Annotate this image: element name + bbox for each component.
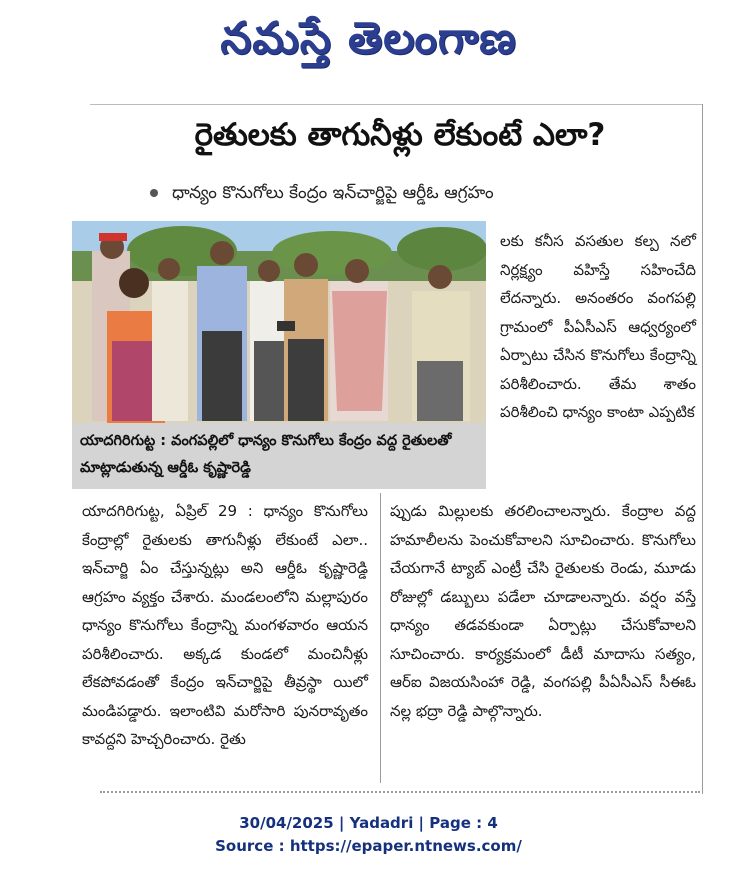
article-column-left: యాదగిరిగుట్ట, ఏప్రిల్ 29 : ధాన్యం కొనుగోలు కేంద్రాల్లో రైతులకు తాగునీళ్లు లేకుంటే ఎలా.. ఇన్‌చార్జి ఏం చేస్తున్నట్లు అని ఆర్డీఓ కృష్ణారెడ్డి ఆగ్రహం వ్యక్తం చేశారు. మండలంలోని మల్లాపురం ధాన్యం కొనుగోలు కేంద్రాన్ని మంగళవారం ఆయన పరిశీలించారు. అక్కడ కుండలో మంచినీళ్లు లేకపోవడంతో కేంద్రం ఇన్‌చార్జిపై తీవ్రస్థా యిలో మండిపడ్డారు. ఇలాంటివి మరోసారి పునరావృతం కావద్దని హెచ్చరించారు. రైతు bbox=[82, 502, 368, 748]
article-headline: రైతులకు తాగునీళ్లు లేకుంటే ఎలా? bbox=[194, 117, 606, 153]
newspaper-logo: నమస్తే తెలంగాణ bbox=[220, 13, 517, 64]
article-column-right-bottom: ప్పుడు మిల్లులకు తరలించాలన్నారు. కేంద్రాల వద్ద హమాలీలను పెంచుకోవాలని సూచించారు. కొనుగోలు చేయగానే ట్యాబ్ ఎంట్రీ చేసి రైతులకు రెండు, మూడు రోజుల్లో డబ్బులు పడేలా చూడాలన్నారు. వర్షం వస్తే ధాన్యం తడవకుండా ఏర్పాట్లు చేసుకోవాలని సూచించారు. కార్యక్రమంలో డీటీ మాదాసు సత్యం, ఆర్ఐ విజయసింహా రెడ్డి, వంగపల్లి పీఏసీఎస్ సీఈఓ నల్ల భద్రా రెడ్డి పాల్గొన్నారు. bbox=[390, 502, 696, 720]
top-rule bbox=[90, 104, 703, 105]
photo-illustration bbox=[72, 221, 486, 423]
right-margin-rule bbox=[702, 104, 703, 794]
column-divider bbox=[380, 493, 381, 783]
footer-source: Source : https://epaper.ntnews.com/ bbox=[215, 837, 522, 855]
page-footer bbox=[0, 812, 737, 858]
news-photo bbox=[72, 221, 486, 423]
article-subhead bbox=[150, 180, 670, 206]
masthead bbox=[0, 0, 737, 88]
article-column-right-top: లకు కనీస వసతుల కల్ప నలో నిర్లక్ష్యం వహిస్తే సహించేది లేదన్నారు. అనంతరం వంగపల్లి గ్రామంలో పీఏసీఎస్ ఆధ్వర్యంలో ఏర్పాటు చేసిన కొనుగోలు కేంద్రాన్ని పరిశీలించారు. తేమ శాతం పరిశీలించి ధాన్యం కాంటా ఎప్పటిక bbox=[500, 232, 696, 421]
photo-caption: యాదగిరిగుట్ట : వంగపల్లిలో ధాన్యం కొనుగోలు కేంద్రం వద్ద రైతులతో మాట్లాడుతున్న ఆర్డీఓ కృష్ణారెడ్డి bbox=[72, 423, 486, 489]
footer-date-page: 30/04/2025 | Yadadri | Page : 4 bbox=[239, 814, 498, 832]
bullet-icon bbox=[150, 189, 158, 197]
clipping-cut-line bbox=[100, 791, 700, 797]
subhead-text: ధాన్యం కొనుగోలు కేంద్రం ఇన్‌చార్జిపై ఆర్డీఓ ఆగ్రహం bbox=[172, 183, 494, 203]
